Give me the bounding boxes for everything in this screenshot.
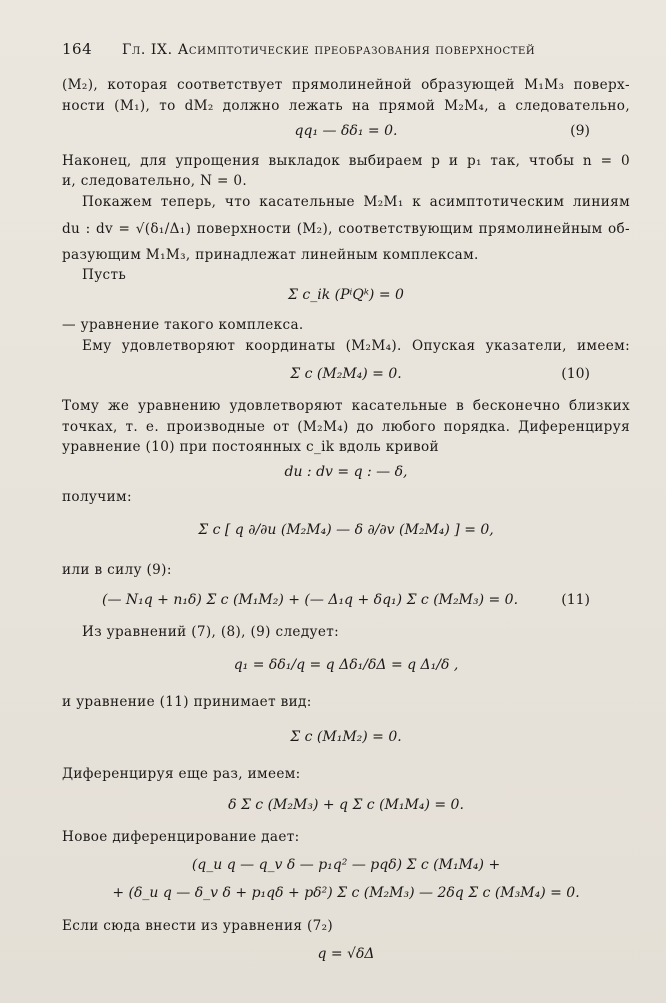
text-line: (M₂), которая соответствует прямолинейной образующей M₁M₃ поверх-: [62, 77, 630, 93]
formula: [62, 121, 630, 141]
formula-body: δ Σ c (M₂M₃) + q Σ c (M₁M₄) = 0.: [228, 797, 464, 813]
formula-body: q = √δΔ: [317, 946, 375, 962]
text-line: — уравнение такого комплекса.: [62, 317, 304, 333]
formula-body: Σ c (M₁M₂) = 0.: [290, 729, 402, 745]
formula: [62, 364, 630, 384]
chapter-title: Гл. IX. Асимптотические преобразования поверхностей: [122, 42, 536, 58]
formula: [62, 883, 630, 903]
formula: [62, 462, 630, 482]
formula: [62, 727, 630, 747]
formula-body: du : dv = q : — δ,: [284, 464, 408, 480]
text-line: уравнение (10) при постоянных c_ik вдоль кривой: [62, 439, 439, 455]
text-line: ности (M₁), то dM₂ должно лежать на прямой M₂M₄, а следовательно,: [62, 98, 630, 114]
equation-number: (11): [561, 592, 590, 608]
text-line: Ему удовлетворяют координаты (M₂M₄). Опуская указатели, имеем:: [82, 338, 630, 354]
text-line: du : dv = √(δ₁/Δ₁) поверхности (M₂), соответствующим прямолинейным об-: [62, 221, 630, 237]
running-header: [62, 40, 622, 58]
page-number: 164: [62, 40, 93, 58]
text-line: получим:: [62, 489, 132, 505]
text-line: Наконец, для упрощения выкладок выбираем p и p₁ так, чтобы n = 0: [62, 153, 630, 169]
formula-body: q₁ = δδ₁/q = q Δδ₁/δΔ = q Δ₁/δ ,: [233, 657, 459, 673]
formula: [62, 655, 630, 675]
formula: [62, 520, 630, 540]
formula-body: Σ c (M₂M₄) = 0.: [290, 366, 402, 382]
formula: [62, 944, 630, 964]
text-line: и уравнение (11) принимает вид:: [62, 694, 312, 710]
formula: [62, 795, 630, 815]
text-line: Если сюда внести из уравнения (7₂): [62, 918, 334, 934]
text-line: Новое диференцирование дает:: [62, 829, 300, 845]
text-line: Пусть: [82, 267, 127, 283]
text-line: или в силу (9):: [62, 562, 172, 578]
text-line: точках, т. е. производные от (M₂M₄) до любого порядка. Диференцируя: [62, 419, 630, 435]
formula-body: Σ c [ q ∂/∂u (M₂M₄) — δ ∂/∂v (M₂M₄) ] = 0,: [198, 522, 494, 538]
formula-body: + (δ_u q — δ_v δ + p₁qδ + pδ²) Σ c (M₂M₃) — 2δq Σ c (M₃M₄) = 0.: [112, 885, 580, 901]
text-line: Диференцируя еще раз, имеем:: [62, 766, 301, 782]
formula: [62, 855, 630, 875]
formula: [62, 285, 630, 305]
formula-body: Σ c_ik (PⁱQᵏ) = 0: [288, 287, 404, 303]
formula-body: qq₁ — δδ₁ = 0.: [294, 123, 398, 139]
text-line: Покажем теперь, что касательные M₂M₁ к асимптотическим линиям: [82, 194, 630, 210]
formula-body: (— N₁q + n₁δ) Σ c (M₁M₂) + (— Δ₁q + δq₁) Σ c (M₂M₃) = 0.: [102, 592, 519, 608]
equation-number: (10): [561, 366, 590, 382]
text-line: Из уравнений (7), (8), (9) следует:: [82, 624, 340, 640]
text-line: и, следовательно, N = 0.: [62, 173, 248, 189]
equation-number: (9): [570, 123, 590, 139]
text-line: разующим M₁M₃, принадлежат линейным комплексам.: [62, 247, 479, 263]
text-line: Тому же уравнению удовлетворяют касательные в бесконечно близких: [62, 398, 630, 414]
formula-body: (q_u q — q_v δ — p₁q² — pqδ) Σ c (M₁M₄) +: [191, 857, 501, 873]
formula: [62, 590, 630, 610]
